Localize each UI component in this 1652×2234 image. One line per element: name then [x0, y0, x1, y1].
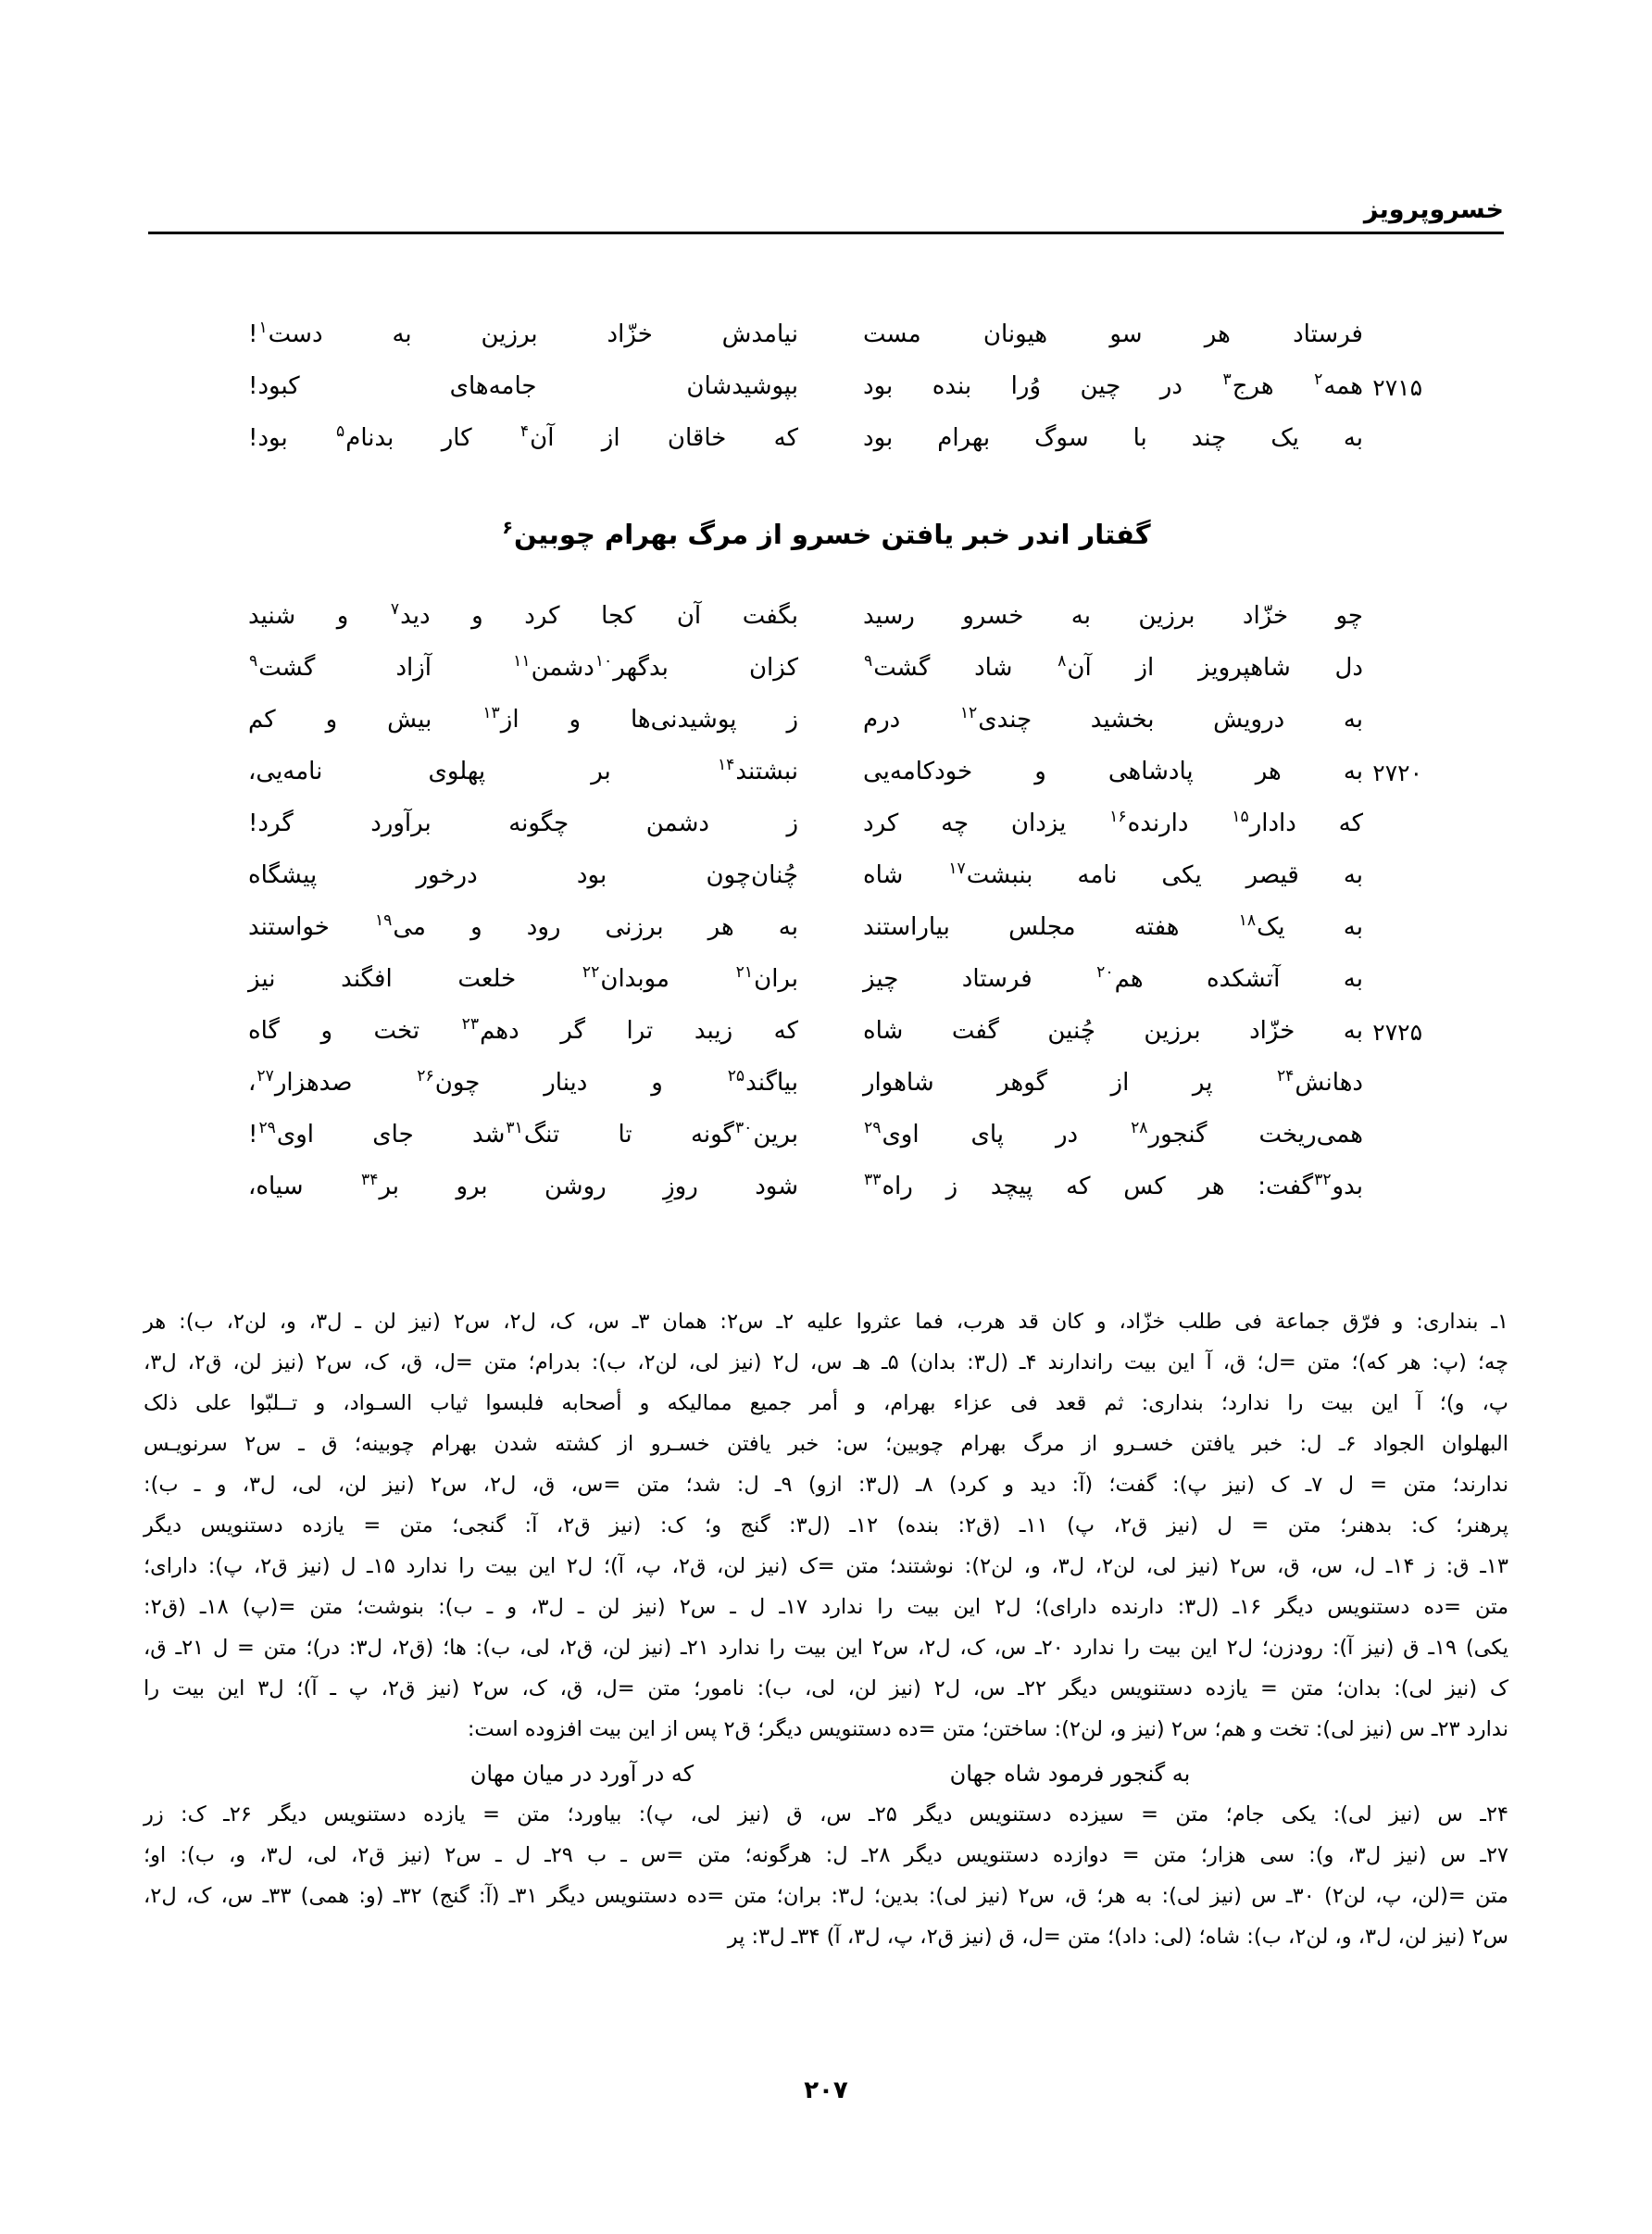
verse-block-main	[232, 600, 1422, 1226]
footnote-marker: ۲۶	[417, 1067, 434, 1086]
footnote-marker: ۹	[249, 652, 258, 671]
hemistich-right-text: فرستاد هر سو هیونان مست	[863, 320, 1363, 348]
hemistich-right-text: به هر پادشاهی و خودکامه‌یی	[863, 758, 1363, 785]
hemistich-right	[826, 652, 1420, 682]
hemistich-left-text: ز دشمن چگونه برآورد گرد!	[248, 810, 798, 837]
footnote-marker: ۸	[1058, 652, 1067, 671]
hemistich-right-text: دل شاهپرویز از آن$^۸$ شاد گشت$^۹$	[864, 652, 1364, 682]
hemistich-left	[232, 811, 826, 835]
hemistich-right-text: به آتشکده هم$^{۲۰}$ فرستاد چیز	[863, 963, 1363, 993]
verse-line	[232, 1067, 1420, 1123]
footnote-marker: ۷	[390, 600, 400, 620]
apparatus-line: ۲۴ـ س (نیز لی): یکی جام؛ متن = سیزده دستنویس دیگر ۲۵ـ س، ق (نیز لی، پ): بیاورد؛ متن = یازده دستنویس دیگر ۲۶ـ ک: زر	[144, 1802, 1508, 1826]
hemistich-right-text: به یک چند با سوگ بهرام بود	[863, 424, 1363, 452]
section-heading	[232, 519, 1420, 550]
verse-line	[232, 600, 1420, 656]
hemistich-left	[232, 756, 826, 785]
apparatus-line: ۲۷ـ س (نیز ل۳، و): سی هزار؛ متن = دوازده دستنویس دیگر ۲۸ـ ل: هرگونه؛ متن =س ـ ب ۲۹ـ ل ـ س۲ (نیز ق۲، لی، ل۳، و، ب): او؛	[144, 1843, 1508, 1867]
hemistich-right	[826, 1171, 1420, 1200]
hemistich-right-text: به یک$^{۱۸}$ هفته مجلس بیاراستند	[863, 911, 1363, 941]
verse-number: ۲۷۲۰	[1372, 759, 1422, 786]
apparatus-line: ک (نیز لی): بدان؛ متن = یازده دستنویس دیگر ۲۲ـ س، ل۲ (نیز لن، لی، ب): نامور؛ متن =ل، ق، ک، س۲ (نیز ق۲، پ ـ آ)؛ ل۳ این بیت را	[144, 1676, 1508, 1701]
folio-number: ۲۰۷	[804, 2077, 848, 2104]
apparatus-inserted-verse	[144, 1753, 1508, 1794]
hemistich-left	[232, 600, 826, 630]
hemistich-left-text: کزان بدگهر$^{۱۰}$دشمن$^{۱۱}$ آزاد گشت$^۹$	[249, 652, 798, 682]
verse-block-top	[232, 319, 1422, 478]
footnote-marker: ۱۳	[482, 704, 500, 723]
footnote-marker: ۳۳	[864, 1171, 882, 1190]
apparatus-line: ۱۳ـ ق: ز ۱۴ـ ل، س، ق، س۲ (نیز لی، لن۲، ل۳، و، لن۲): نوشتند؛ متن =ک (نیز لن، ق۲، پ، آ)؛ ل۲ این بیت را ندارد ۱۵ـ ل (نیز ق۲، پ): دارای؛	[144, 1554, 1508, 1578]
hemistich-left-text: شود روزِ روشن برو بر$^{۳۴}$ سیاه،	[248, 1171, 798, 1200]
hemistich-left	[232, 1067, 826, 1097]
footnote-marker: ۱۲	[959, 704, 978, 723]
hemistich-left	[232, 863, 826, 887]
hemistich-right-text: به قیصر یکی نامه بنبشت$^{۱۷}$ شاه	[863, 860, 1364, 889]
hemistich-left	[232, 1015, 826, 1045]
hemistich-right	[826, 704, 1420, 734]
hemistich-right	[826, 370, 1422, 401]
footnote-marker: ۲۲	[582, 963, 600, 983]
apparatus-line: یکی) ۱۹ـ ق (نیز آ): رودزن؛ ل۲ این بیت را ندارد ۲۰ـ س، ک، ل۲، س۲ این بیت را ندارد ۲۱ـ (نیز لن، ق۲، لی، ب): ها؛ (ق۲، ل۳: در)؛ متن = ل ۲۱ـ ق،	[144, 1636, 1509, 1660]
verse-line	[232, 370, 1422, 426]
hemistich-right	[826, 963, 1420, 993]
verse-line	[232, 652, 1420, 708]
hemistich-right-text: که دادار$^{۱۵}$ دارنده$^{۱۶}$ یزدان چه کرد	[863, 808, 1363, 837]
inserted-hemistich-left: که در آورد در میان مهان	[469, 1761, 695, 1787]
hemistich-left-text: بپوشیدشان جامه‌های کبود!	[248, 372, 798, 400]
verse-line	[232, 1171, 1420, 1226]
footnote-marker: ۳۴	[361, 1171, 379, 1190]
hemistich-left	[232, 704, 826, 734]
footnote-marker: ۱۱	[513, 652, 531, 671]
apparatus-line: البهلوان الجواد ۶ـ ل: خبر یافتن خسـرو از مرگ بهرام چوبین؛ س: خبر یافتن خسـرو از کشته شدن بهرام چوبینه؛ ق ـ س۲ سرنویـس	[144, 1432, 1508, 1456]
footnote-marker: ۲	[1314, 370, 1323, 390]
footnote-marker: ۱۵	[1232, 808, 1249, 827]
footnote-marker: ۱۷	[948, 860, 966, 879]
footnote-marker: ۱۸	[1238, 911, 1257, 931]
hemistich-left	[232, 1171, 826, 1200]
apparatus-line: ندارد ۲۳ـ س (نیز لی): تخت و هم؛ س۲ (نیز و، لن۲): ساختن؛ متن =ده دستنویس دیگر؛ ق۲ پس از این بیت افزوده است:	[467, 1717, 1508, 1741]
hemistich-right	[826, 322, 1420, 346]
hemistich-left-text: بران$^{۲۱}$ موبدان$^{۲۲}$ خلعت افگند نیز	[248, 963, 799, 993]
apparatus-line: س۲ (نیز لن، ل۳، و، لن۲، ب): شاه؛ (لی: داد)؛ متن =ل، ق (نیز ق۲، پ، ل۳، آ) ۳۴ـ ل۳: پر	[727, 1925, 1508, 1949]
footnote-marker: ۲۹	[258, 1119, 276, 1138]
footnote-marker: ۹	[864, 652, 873, 671]
verse-line	[232, 1015, 1422, 1071]
hemistich-right-text: به درویش بخشید چندی$^{۱۲}$ درم	[863, 704, 1363, 734]
hemistich-left-text: چُنان‌چون بود درخور پیشگاه	[248, 861, 798, 889]
footnote-marker: ۱۹	[374, 911, 393, 931]
footnote-marker: ۲۹	[864, 1119, 882, 1138]
footnote-marker: ۵	[336, 422, 345, 442]
hemistich-right	[826, 911, 1420, 941]
hemistich-left	[232, 963, 826, 993]
apparatus-line: ۱ـ بنداری: و فرّق جماعة فی طلب خزّاد، و کان قد هرب، فما عثروا علیه ۲ـ س۲: همان ۳ـ س، ک، ل۲، س۲ (نیز لن ـ ل۳، و، لن۲، ب): هر	[144, 1310, 1509, 1334]
footnote-marker: ۳۱	[506, 1119, 523, 1138]
verse-line	[232, 860, 1420, 915]
hemistich-left-text: نیامدش خزّاد برزین به دست$^۱$!	[248, 319, 798, 348]
hemistich-left	[232, 422, 826, 452]
running-head-container	[148, 196, 1504, 234]
hemistich-right	[826, 604, 1420, 628]
hemistich-left	[232, 911, 826, 941]
verse-line	[232, 963, 1420, 1019]
hemistich-right-text: به خزّاد برزین چُنین گفت شاه	[863, 1017, 1363, 1045]
hemistich-left	[232, 319, 826, 348]
verse-number: ۲۷۲۵	[1372, 1019, 1422, 1046]
footnote-marker: ۱۴	[717, 756, 735, 775]
inserted-hemistich-right: به گنجور فرمود شاه جهان	[949, 1761, 1191, 1787]
apparatus-line: پ، و)؛ آ این بیت را ندارد؛ بنداری: ثم قعد فی عزاء بهرام، و أمر جمیع ممالیکه و أصحابه فلبسوا ثیاب السـواد، و تــلبّوا علی ذلک	[144, 1391, 1508, 1415]
footnote-marker: ۳	[1222, 370, 1232, 390]
hemistich-left	[232, 652, 826, 682]
apparatus-line: پرهنر؛ ک: بدهنر؛ متن = ل (نیز ق۲، پ) ۱۱ـ (ق۲: بنده) ۱۲ـ (ل۳: گنج و؛ ک: (نیز ق۲، آ: گنجی؛ متن = یازده دستنویس دیگر	[144, 1513, 1509, 1537]
apparatus-line: ندارند؛ متن = ل ۷ـ ک (نیز پ): گفت؛ (آ: دید و کرد) ۸ـ (ل۳: ازو) ۹ـ ل: شد؛ متن =س، ق، ل۲، س۲ (نیز لن، لی، ل۳، و ـ ب):	[144, 1473, 1508, 1497]
hemistich-right	[826, 808, 1420, 837]
footnote-marker: ۲۰	[1096, 963, 1114, 983]
footnote-marker: ۲۳	[461, 1015, 480, 1035]
footnote-marker: ۶	[502, 517, 513, 539]
hemistich-left	[232, 374, 826, 398]
hemistich-right	[826, 1119, 1420, 1148]
hemistich-right-text: همه$^۲$ هرج$^۳$ در چین وُرا بنده بود	[863, 370, 1363, 400]
hemistich-right-text: بدو$^{۳۲}$گفت: هر کس که پیچد ز راه$^{۳۳}$	[864, 1171, 1363, 1200]
hemistich-left-text: بگفت آن کجا کرد و دید$^۷$ و شنید	[248, 600, 798, 630]
apparatus-line: چه؛ (پ: هر که)؛ متن =ل؛ ق، آ این بیت راندارند ۴ـ (ل۳: بدان) ۵ـ هـ س، ل۲ (نیز لی، لن۲، ب): بدرام؛ متن =ل، ق، ک، س۲ (نیز لن، ق۲، ل۳،	[144, 1350, 1509, 1374]
hemistich-right	[826, 1017, 1422, 1046]
footnote-marker: ۱۶	[1109, 808, 1127, 827]
footnote-marker: ۲۵	[727, 1067, 745, 1086]
footnote-marker: ۴	[519, 422, 530, 442]
critical-apparatus	[144, 1301, 1508, 1957]
verse-number: ۲۷۱۵	[1372, 374, 1422, 401]
hemistich-left-text: که خاقان از آن$^۴$ کار بدنام$^۵$ بود!	[248, 422, 798, 452]
hemistich-left-text: که زیبد ترا گر دهم$^{۲۳}$ تخت و گاه	[248, 1015, 798, 1045]
hemistich-right	[826, 426, 1420, 450]
verse-line	[232, 911, 1420, 967]
verse-line	[232, 319, 1420, 374]
running-head-title: خسروپرویز	[1363, 195, 1504, 224]
hemistich-left-text: بیاگند$^{۲۵}$ و دینار چون$^{۲۶}$ صدهزار$^{۲۷}$،	[248, 1067, 798, 1097]
hemistich-right	[826, 860, 1420, 889]
verse-line	[232, 808, 1420, 863]
apparatus-line: متن =ده دستنویس دیگر ۱۶ـ (ل۳: دارنده دارای)؛ ل۲ این بیت را ندارد ۱۷ـ ل ـ س۲ (نیز لن ـ ل۳، و ـ ب): بنوشت؛ متن =(پ) ۱۸ـ (ق۲:	[144, 1595, 1508, 1619]
verse-line	[232, 704, 1420, 759]
footnote-marker: ۲۴	[1276, 1067, 1295, 1086]
hemistich-right	[826, 1067, 1420, 1097]
footnote-marker: ۲۱	[735, 963, 754, 983]
footnote-marker: ۲۷	[257, 1067, 274, 1086]
hemistich-left	[232, 1119, 826, 1148]
hemistich-left-text: ز پوشیدنی‌ها و از$^{۱۳}$ بیش و کم	[248, 704, 798, 734]
hemistich-left-text: برین$^{۳۰}$گونه تا تنگ$^{۳۱}$شد جای اوی$^{۲۹}$!	[248, 1119, 798, 1148]
footnote-marker: ۳۲	[1314, 1171, 1332, 1190]
apparatus-line: متن =(لن، پ، لن۲) ۳۰ـ س (نیز لی): به هر؛ ق، س۲ (نیز لی): بدین؛ ل۳: بران؛ متن =ده دستنویس دیگر ۳۱ـ (آ: گنج) ۳۲ـ (و: همی) ۳۳ـ س، ک، ل۲،	[144, 1884, 1508, 1908]
hemistich-right-text: چو خزّاد برزین به خسرو رسید	[863, 602, 1363, 630]
hemistich-right	[826, 759, 1420, 784]
footnote-marker: ۳۰	[734, 1119, 753, 1138]
header-rule	[148, 232, 1504, 234]
hemistich-left-text: به هر برزنی رود و می$^{۱۹}$ خواستند	[248, 911, 798, 941]
footnote-marker: ۱۰	[594, 652, 613, 671]
section-heading-text: گفتار اندر خبر یافتن خسرو از مرگ بهرام چوبین	[514, 519, 1151, 550]
footnote-marker: ۱	[258, 319, 268, 338]
footnote-marker: ۲۸	[1131, 1119, 1148, 1138]
hemistich-right-text: همی‌ریخت گنجور$^{۲۸}$ در پای اوی$^{۲۹}$	[864, 1119, 1363, 1148]
hemistich-right-text: دهانش$^{۲۴}$ پر از گوهر شاهوار	[863, 1067, 1363, 1097]
verse-line	[232, 756, 1422, 811]
verse-line	[232, 422, 1420, 478]
hemistich-left-text: نبشتند$^{۱۴}$ بر پهلوی نامه‌یی،	[248, 756, 798, 785]
verse-line	[232, 1119, 1420, 1174]
